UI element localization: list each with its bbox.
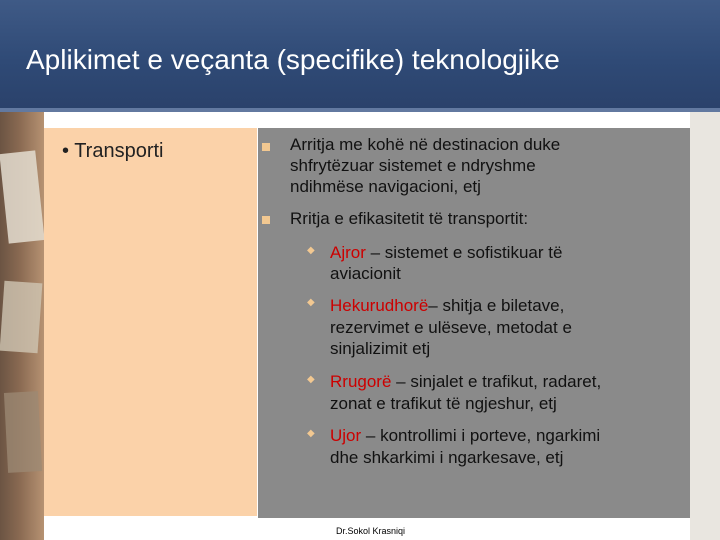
slide-footer-author: Dr.Sokol Krasniqi <box>336 526 406 536</box>
decorative-photo-strip <box>0 112 44 540</box>
slide-header <box>0 0 720 112</box>
sub-bullet-line <box>330 425 600 446</box>
sub-bullet-text: – sinjalet e trafikut, radaret, <box>391 372 602 391</box>
keyword-ajror: Ajror <box>330 243 366 262</box>
bullet-text: Rritja e efikasitetit të transportit: <box>290 209 529 228</box>
square-bullet-icon <box>262 216 270 224</box>
keyword-hekurudhore: Hekurudhorë <box>330 296 429 315</box>
square-bullet-icon <box>262 143 270 151</box>
left-content-panel <box>44 128 257 516</box>
sub-bullet-line <box>330 295 564 316</box>
diamond-bullet-icon: ◆ <box>307 297 315 308</box>
diamond-bullet-icon: ◆ <box>307 245 315 256</box>
paper-sheet-decoration <box>0 281 42 353</box>
sub-bullet-text: – sistemet e sofistikuar të <box>365 243 563 262</box>
bullet-text: shfrytëzuar sistemet e ndryshme <box>290 156 536 175</box>
bullet-text: ndihmëse navigacioni, etj <box>290 177 481 196</box>
diamond-bullet-icon: ◆ <box>307 374 315 385</box>
paper-sheet-decoration <box>0 150 45 243</box>
paper-sheet-decoration <box>4 391 42 473</box>
slide-title: Aplikimet e veçanta (specifike) teknologjike <box>26 44 560 75</box>
sub-bullet-line <box>330 242 562 263</box>
sub-bullet-text: rezervimet e ulëseve, metodat e <box>330 318 572 337</box>
sub-bullet-text: sinjalizimit etj <box>330 339 431 358</box>
keyword-ujor: Ujor <box>330 426 362 445</box>
right-margin <box>690 112 720 540</box>
sub-bullet-text: dhe shkarkimi i ngarkesave, etj <box>330 448 564 467</box>
sub-bullet-text: aviacionit <box>330 264 401 283</box>
sub-bullet-text: zonat e trafikut të ngjeshur, etj <box>330 394 557 413</box>
sub-bullet-line <box>330 371 601 392</box>
bullet-transporti: • Transporti <box>62 140 164 162</box>
diamond-bullet-icon: ◆ <box>307 428 315 439</box>
bullet-text: Arritja me kohë në destinacion duke <box>290 135 561 154</box>
keyword-rrugore: Rrugorë <box>330 372 392 391</box>
sub-bullet-text: – kontrollimi i porteve, ngarkimi <box>361 426 601 445</box>
sub-bullet-text: – shitja e biletave, <box>428 296 565 315</box>
